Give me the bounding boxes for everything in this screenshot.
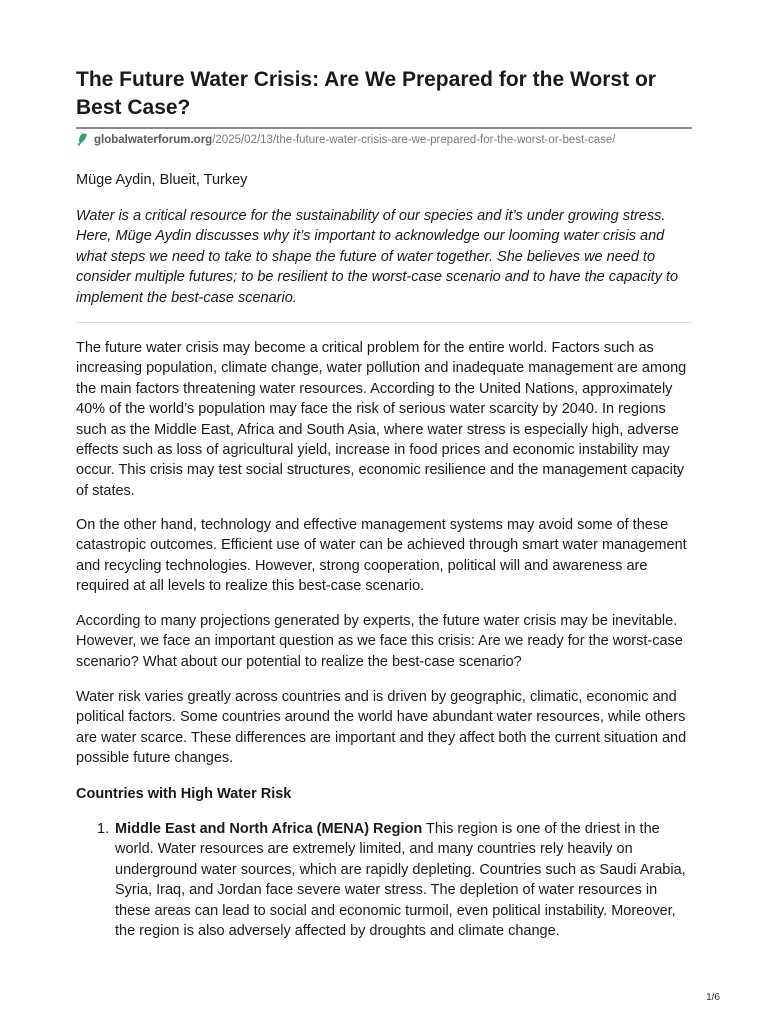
body-paragraph: The future water crisis may become a critical problem for the entire world. Factors such as increasing population, climate change, water pollution and inadequate management are among the main factors threatening water resources. According to the United Nations, approximately 40% of the world’s population may face the risk of serious water scarcity by 2040. In regions such as the Middle East, Africa and South Asia, where water stress is especially high, adverse effects such as loss of agricultural yield, increase in food prices and economic instability may occur. This crisis may test social structures, economic resilience and the management capacity of states.: [76, 340, 687, 499]
author-line: Müge Aydin, Blueit, Turkey: [76, 172, 248, 188]
list-item-text: This region is one of the driest in the world. Water resources are extremely limited, and many countries rely heavily on underground water sources, which are rapidly depleting. Countries such as Saudi Arabia, Syria, Iraq, and Jordan face severe water stress. The depletion of water resources in these areas can lead to social and economic turmoil, even political instability. Moreover, the region is also adversely affected by droughts and climate change.: [115, 821, 686, 940]
page-number: 1/6: [706, 992, 720, 1003]
title-divider: [76, 127, 692, 129]
risk-list: [76, 819, 692, 941]
list-item-title: Middle East and North Africa (MENA) Region: [115, 821, 423, 837]
body-paragraph: On the other hand, technology and effective management systems may avoid some of these catastropic outcomes. Efficient use of water can be achieved through smart water management and recycling technologies. However, strong cooperation, political will and awareness are required at all levels to realize this best-case scenario.: [76, 517, 687, 595]
body-paragraph: According to many projections generated by experts, the future water crisis may be inevitable. However, we face an important question as we face this crisis: Are we ready for the worst-case scenario? What about our potential to realize the best-case scenario?: [76, 613, 683, 670]
lede-divider: [76, 322, 692, 323]
source-path: /2025/02/13/the-future-water-crisis-are-we-prepared-for-the-worst-or-best-case/: [212, 134, 616, 146]
article-title: The Future Water Crisis: Are We Prepared for the Worst or Best Case?: [76, 68, 656, 119]
source-domain: globalwaterforum.org: [94, 134, 213, 146]
globalwaterforum-leaf-icon: [76, 132, 90, 146]
list-item-number: 1.: [97, 821, 110, 837]
source-url[interactable]: [76, 132, 696, 148]
list-item: [76, 819, 692, 941]
article-lede: Water is a critical resource for the sustainability of our species and it’s under growing stress. Here, Müge Aydin discusses why it’s important to acknowledge our looming water crisis and what steps we need to take to shape the future of water together. She believes we need to consider multiple futures; to be resilient to the worst-case scenario and to have the capacity to implement the best-case scenario.: [76, 208, 679, 306]
section-heading: Countries with High Water Risk: [76, 786, 292, 802]
body-paragraph: Water risk varies greatly across countries and is driven by geographic, climatic, economic and political factors. Some countries around the world have abundant water resources, while others are water scarce. These differences are important and they affect both the current situation and possible future changes.: [76, 689, 687, 767]
